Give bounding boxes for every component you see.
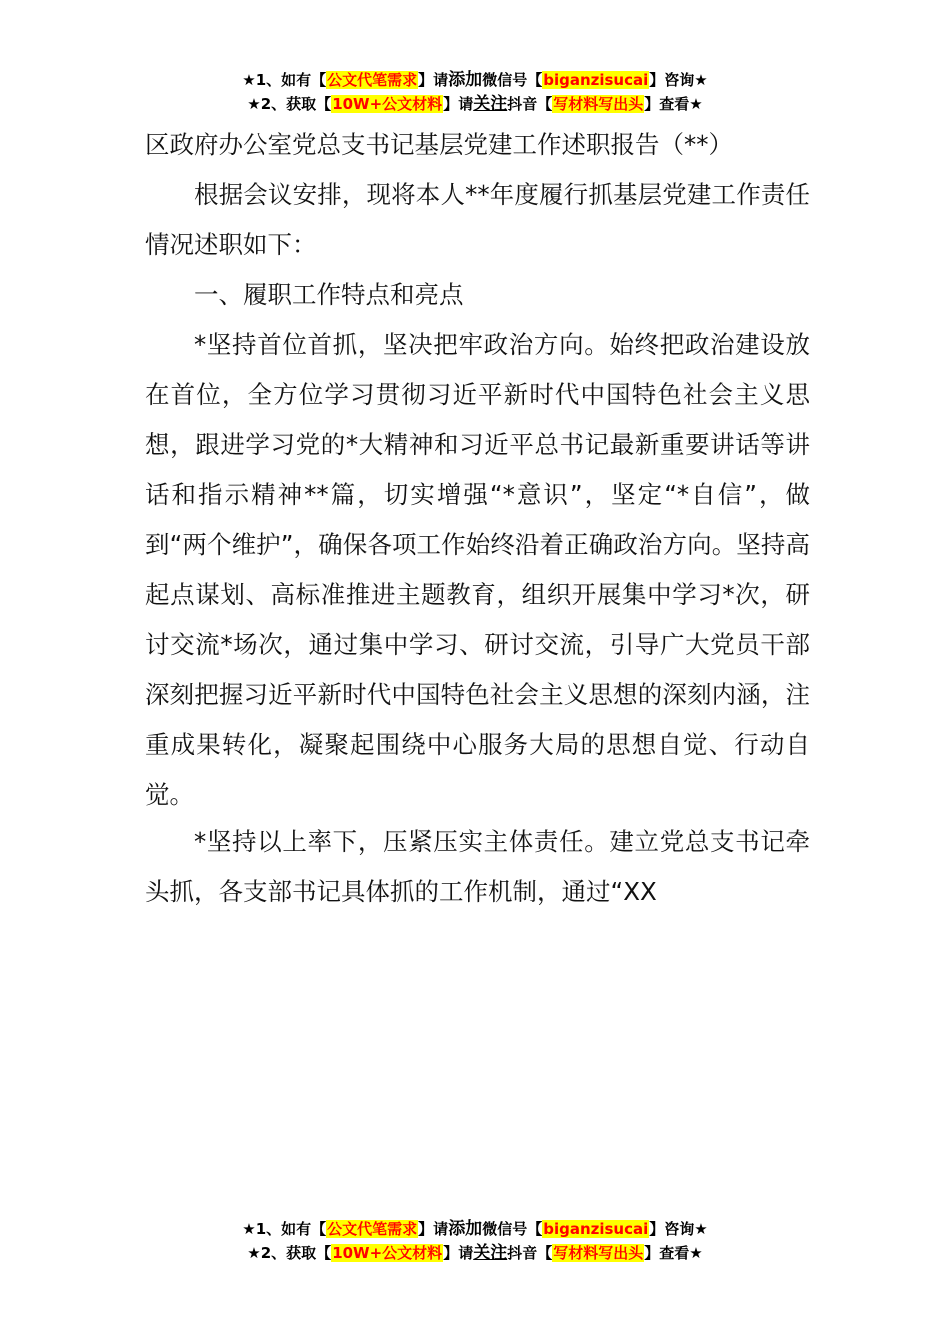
banner-text: ★1、如有【: [242, 71, 327, 89]
banner-text: 微信号【: [482, 1220, 543, 1238]
banner-text: ★1、如有【: [242, 1220, 327, 1238]
banner-text: 抖音【: [507, 95, 553, 113]
banner-text: 】查看★: [644, 1244, 703, 1262]
banner-wechat-id: biganzisucai: [543, 71, 649, 89]
banner-emphasis: 添加: [448, 1219, 483, 1239]
banner-emphasis: 关注: [473, 94, 508, 114]
paragraph-intro: 根据会议安排，现将本人**年度履行抓基层党建工作责任情况述职如下：: [145, 180, 810, 259]
section-heading: 一、履职工作特点和亮点: [194, 280, 464, 309]
document-title: 区政府办公室党总支书记基层党建工作述职报告（**）: [145, 130, 733, 159]
banner-text: 】请: [443, 95, 474, 113]
banner-douyin-account: 写材料写出头: [553, 1244, 644, 1262]
banner-text: 】查看★: [644, 95, 703, 113]
paragraph-political: *坚持首位首抓，坚决把牢政治方向。始终把政治建设放在首位，全方位学习贯彻习近平新时代中国特色社会主义思想，跟进学习党的*大精神和习近平总书记最新重要讲话等讲话和指示精神**篇，切实增强“*意识”，坚定“*自信”，做到“两个维护”，确保各项工作始终沿着正确政治方向。坚持高起点谋划、高标准推进主题教育，组织开展集中学习*次，研讨交流*场次，通过集中学习、研讨交流，引导广大党员干部深刻把握习近平新时代中国特色社会主义思想的深刻内涵，注重成果转化，凝聚起围绕中心服务大局的思想自觉、行动自觉。: [145, 330, 810, 809]
banner-wechat-id: biganzisucai: [543, 1220, 649, 1238]
banner-line-1: [0, 68, 950, 92]
banner-highlight: 10W+公文材料: [332, 1244, 443, 1262]
banner-text: ★2、获取【: [247, 95, 332, 113]
banner-text: 】请: [443, 1244, 474, 1262]
banner-line-2: [0, 92, 950, 116]
banner-line-1: [0, 1217, 950, 1241]
header-banner: [0, 68, 950, 116]
banner-text: 】请: [418, 1220, 449, 1238]
banner-emphasis: 添加: [448, 70, 483, 90]
banner-text: 】咨询★: [649, 71, 708, 89]
banner-text: 微信号【: [482, 71, 543, 89]
banner-text: ★2、获取【: [247, 1244, 332, 1262]
paragraph-responsibility: *坚持以上率下，压紧压实主体责任。建立党总支书记牵头抓，各支部书记具体抓的工作机制，通过“XX: [145, 827, 810, 906]
banner-text: 】请: [418, 71, 449, 89]
banner-emphasis: 关注: [473, 1243, 508, 1263]
banner-text: 】咨询★: [649, 1220, 708, 1238]
banner-douyin-account: 写材料写出头: [553, 95, 644, 113]
banner-highlight: 公文代笔需求: [327, 1220, 418, 1238]
banner-line-2: [0, 1241, 950, 1265]
footer-banner: [0, 1217, 950, 1265]
banner-highlight: 公文代笔需求: [327, 71, 418, 89]
banner-highlight: 10W+公文材料: [332, 95, 443, 113]
banner-text: 抖音【: [507, 1244, 553, 1262]
